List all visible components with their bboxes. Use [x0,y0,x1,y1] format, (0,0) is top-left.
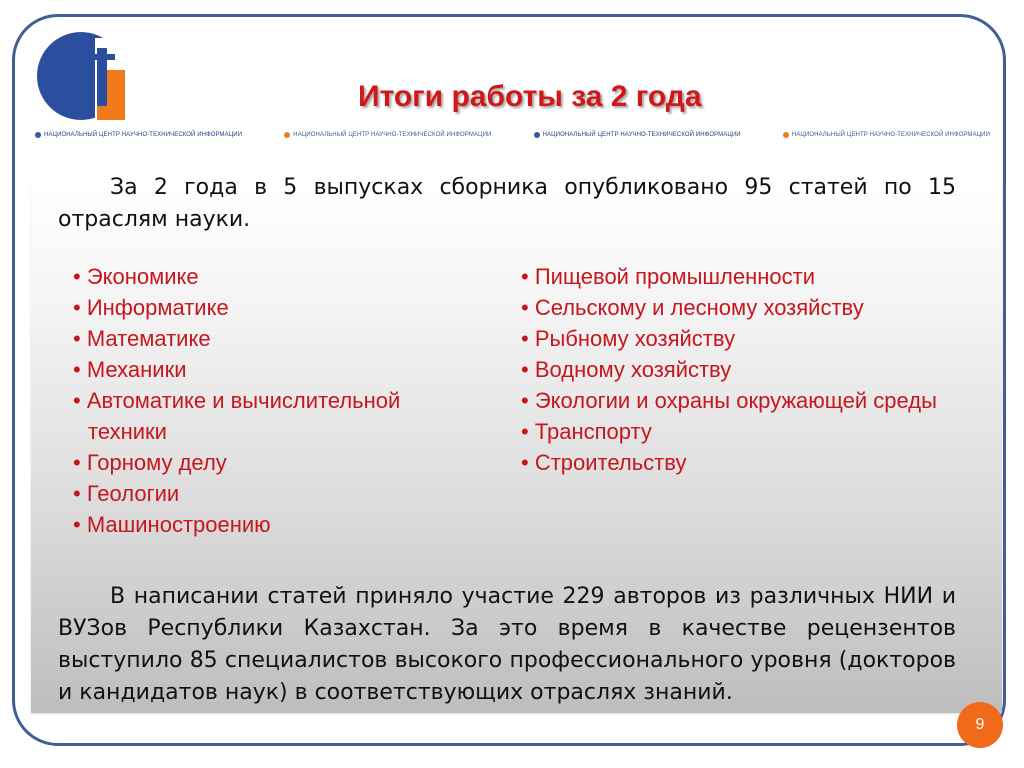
slide-title: Итоги работы за 2 года [358,80,702,113]
band-text: НАЦИОНАЛЬНЫЙ ЦЕНТР НАУЧНО-ТЕХНИЧЕСКОЙ ИНФОРМАЦИИ [542,132,741,138]
band-dot-icon [284,132,290,138]
left-topic-list [73,261,483,540]
list-item: • Рыбному хозяйству [521,326,736,351]
page-number-badge: 9 [957,702,1003,748]
band-dot-icon [783,132,789,138]
list-item: • Водному хозяйству [521,357,732,382]
band-item [35,132,242,138]
ncnti-logo-icon [35,30,127,122]
list-item: • Экономике [73,264,199,289]
band-text: НАЦИОНАЛЬНЫЙ ЦЕНТР НАУЧНО-ТЕХНИЧЕСКОЙ ИНФОРМАЦИИ [293,132,492,138]
list-item: • Машиностроению [73,512,271,537]
intro-paragraph: За 2 года в 5 выпусках сборника опубликовано 95 статей по 15 отраслям науки. [58,175,956,232]
list-item: • Транспорту [521,419,652,444]
list-item: • Математике [73,326,211,351]
band-text: НАЦИОНАЛЬНЫЙ ЦЕНТР НАУЧНО-ТЕХНИЧЕСКОЙ ИНФОРМАЦИИ [44,132,243,138]
list-item: • Горному делу [73,450,227,475]
header-band [35,128,990,142]
list-item: • Экологии и охраны окружающей среды [521,388,937,413]
list-item: • Информатике [73,295,229,320]
band-dot-icon [534,132,540,138]
list-item: • Механики [73,357,187,382]
list-item: • Сельскому и лесному хозяйству [521,295,864,320]
list-item: • Геологии [73,481,180,506]
list-item: • Строительству [521,450,687,475]
closing-paragraph: В написании статей приняло участие 229 авторов из различных НИИ и ВУЗов Республики Казахстан. За это время в качестве рецензентов выступило 85 специалистов высокого профессионального уровня (докторов и кандидатов наук) в соответствующих отраслях знаний. [58,584,956,705]
band-item [783,132,990,138]
list-item: • Автоматике и вычислительной техники [73,388,401,444]
right-topic-list [521,261,951,478]
band-item [284,132,491,138]
list-item: • Пищевой промышленности [521,264,816,289]
band-text: НАЦИОНАЛЬНЫЙ ЦЕНТР НАУЧНО-ТЕХНИЧЕСКОЙ ИНФОРМАЦИИ [791,132,990,138]
band-dot-icon [35,132,41,138]
band-item [534,132,741,138]
